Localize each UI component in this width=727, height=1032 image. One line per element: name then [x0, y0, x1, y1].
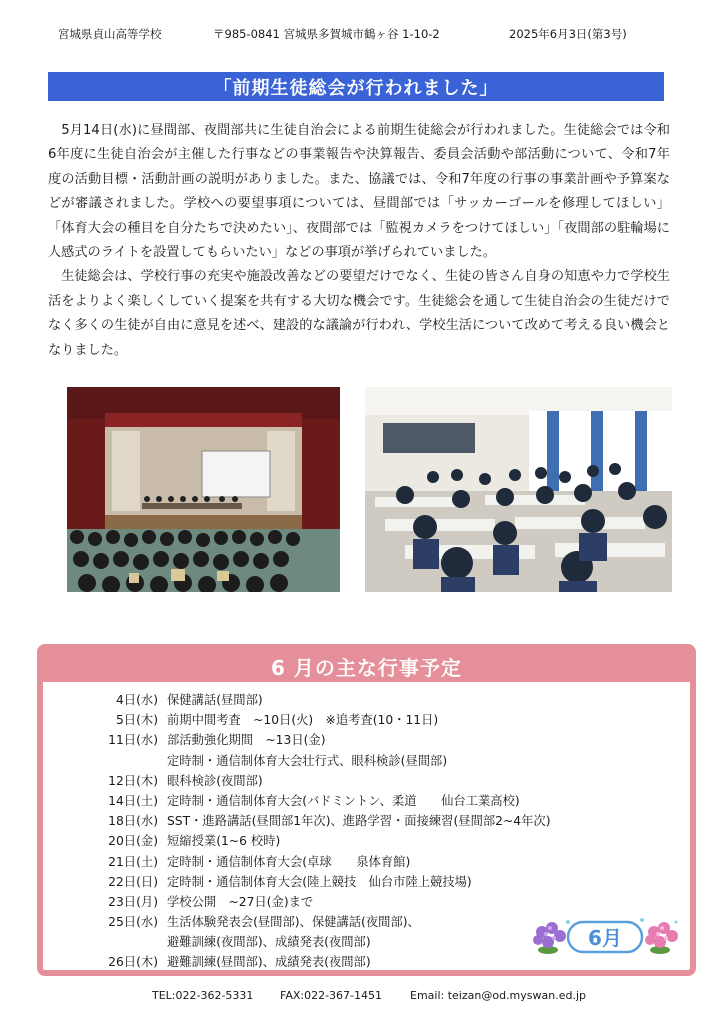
auditorium-photo — [67, 387, 340, 592]
footer-tel: TEL:022-362-5331 — [152, 989, 254, 1002]
issue-date: 2025年6月3日(第3号) — [509, 27, 627, 41]
schedule-date: 12日(木) — [108, 773, 158, 788]
schedule-event: 保健講話(昼間部) — [167, 693, 263, 707]
schedule-row — [43, 791, 690, 811]
schedule-date: 26日(木) — [108, 955, 158, 970]
schedule-date: 23日(月) — [108, 894, 158, 909]
schedule-date: 11日(水) — [108, 733, 158, 748]
article-paragraph: 生徒総会は、学校行事の充実や施設改善などの要望だけでなく、生徒の皆さん自身の知恵や力で学校生活をよりよく楽しくしていく提案を共有する大切な機会です。生徒総会を通して生徒自治会の生徒だけでなく多くの生徒が自由に意見を述べ、建設的な議論が行われ、学校生活について改めて考える良い機会となりました。 — [48, 269, 670, 358]
page-footer — [0, 989, 727, 1003]
article-title: 「前期生徒総会が行われました」 — [48, 72, 664, 101]
classroom-photo — [365, 387, 672, 592]
schedule-event: 定時制・通信制体育大会壮行式、眼科検診(昼間部) — [167, 753, 448, 768]
article-body — [48, 119, 670, 363]
schedule-event: SST・進路講話(昼間部1年次)、進路学習・面接練習(昼間部2~4年次) — [167, 814, 551, 829]
schedule-row — [43, 771, 690, 791]
schedule-event: 避難訓練(夜間部)、成績発表(夜間部) — [167, 935, 371, 950]
schedule-event: 避難訓練(昼間部)、成績発表(夜間部) — [167, 955, 371, 970]
page-header — [0, 26, 727, 42]
schedule-event: 定時制・通信制体育大会(卓球 泉体育館) — [167, 854, 411, 869]
schedule-date: 21日(土) — [108, 854, 158, 869]
badge-label: 6月 — [588, 926, 622, 950]
schedule-event: 前期中間考査 ~10日(火) ※追考査(10・11日) — [167, 713, 439, 728]
schedule-date: 5日(木) — [115, 713, 158, 728]
schedule-date: 18日(水) — [108, 814, 158, 829]
schedule-row — [43, 751, 690, 771]
schedule-row — [43, 710, 690, 730]
schedule-event: 定時制・通信制体育大会(バドミントン、柔道 仙台工業高校) — [167, 793, 520, 808]
schedule-event: 生活体験発表会(昼間部)、保健講話(夜間部)、 — [167, 915, 420, 930]
footer-fax: FAX:022-367-1451 — [280, 989, 383, 1002]
schedule-event: 部活動強化期間 ~13日(金) — [167, 733, 326, 748]
schedule-title: 6 月の主な行事予定 — [43, 650, 690, 682]
school-name: 宮城県貞山高等学校 — [58, 27, 162, 41]
schedule-date: 4日(水) — [115, 693, 158, 707]
schedule-date: 14日(土) — [108, 793, 158, 808]
footer-email[interactable]: Email: teizan@od.myswan.ed.jp — [410, 989, 586, 1002]
schedule-event: 短縮授業(1~6 校時) — [167, 834, 281, 849]
schedule-date: 22日(日) — [108, 874, 158, 889]
schedule-row — [43, 892, 690, 912]
schedule-row — [43, 852, 690, 872]
schedule-row — [43, 831, 690, 851]
schedule-row — [43, 872, 690, 892]
hydrangea-illustration — [530, 916, 680, 956]
school-address: 〒985-0841 宮城県多賀城市鶴ヶ谷 1-10-2 — [213, 27, 440, 41]
schedule-row — [43, 690, 690, 710]
schedule-date: 25日(水) — [108, 915, 158, 930]
article-paragraph: 5月14日(水)に昼間部、夜間部共に生徒自治会による前期生徒総会が行われました。生徒総会では令和6年度に生徒自治会が主催した行事などの事業報告や決算報告、委員会活動や部活動について、令和7年度の活動目標・活動計画の説明がありました。また、協議では、令和7年度の行事の事業計画や予算案などが審議されました。学校への要望事項については、昼間部では「サッカーゴールを修理してほしい」「体育大会の種目を自分たちで決めたい」、夜間部では「監視カメラをつけてほしい」「夜間部の駐輪場に人感式のライトを設置してもらいたい」などの事項が挙げられていました。 — [48, 123, 670, 261]
schedule-event: 定時制・通信制体育大会(陸上競技 仙台市陸上競技場) — [167, 874, 472, 889]
schedule-date: 20日(金) — [108, 834, 158, 849]
schedule-event: 眼科検診(夜間部) — [167, 773, 263, 788]
june-badge — [530, 916, 680, 956]
schedule-row — [43, 811, 690, 831]
schedule-event: 学校公開 ~27日(金)まで — [167, 894, 314, 909]
schedule-row — [43, 730, 690, 750]
